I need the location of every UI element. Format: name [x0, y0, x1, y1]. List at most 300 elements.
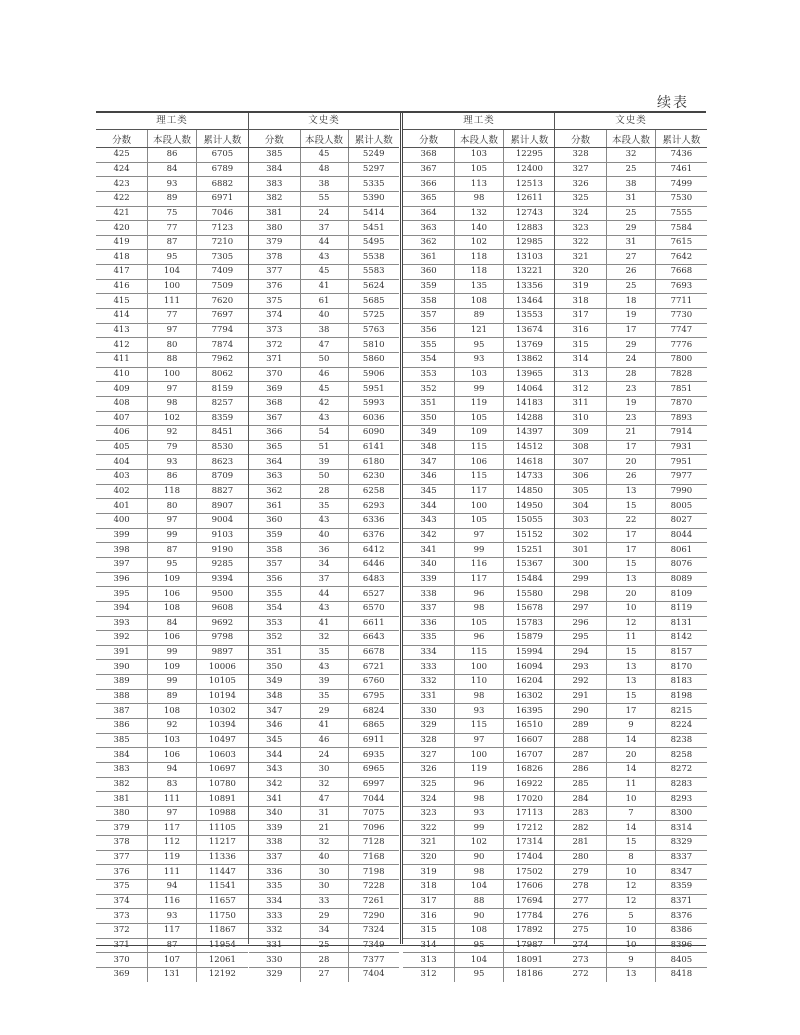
cumulative-count-cell: 17606: [503, 880, 555, 895]
table-row: [249, 499, 399, 514]
cumulative-count-cell: 17502: [503, 865, 555, 880]
segment-count-cell: 108: [455, 923, 504, 938]
score-cell: 410: [96, 367, 148, 382]
table-row: [249, 792, 399, 807]
segment-count-cell: 13: [607, 660, 656, 675]
table-row: [249, 265, 399, 280]
segment-count-cell: 117: [455, 484, 504, 499]
score-cell: 318: [555, 294, 607, 309]
col-header-segment-count: 本段人数: [148, 130, 197, 148]
cumulative-count-cell: 12295: [503, 148, 555, 163]
table-row: [403, 265, 555, 280]
score-cell: 405: [96, 440, 148, 455]
cumulative-count-cell: 15152: [503, 528, 555, 543]
segment-count-cell: 87: [148, 543, 197, 558]
cumulative-count-cell: 9500: [196, 587, 248, 602]
table-row: [555, 792, 707, 807]
table-row: [249, 806, 399, 821]
cumulative-count-cell: 15879: [503, 631, 555, 646]
segment-count-cell: 92: [148, 426, 197, 441]
score-cell: 308: [555, 440, 607, 455]
segment-count-cell: 97: [455, 528, 504, 543]
cumulative-count-cell: 8170: [655, 660, 707, 675]
section-title: 文史类: [555, 113, 707, 130]
segment-count-cell: 25: [300, 938, 348, 953]
cumulative-count-cell: 15580: [503, 587, 555, 602]
score-cell: 344: [249, 748, 300, 763]
score-cell: 371: [96, 938, 148, 953]
segment-count-cell: 106: [455, 455, 504, 470]
table-row: [403, 777, 555, 792]
cumulative-count-cell: 8359: [196, 411, 248, 426]
cumulative-count-cell: 9608: [196, 601, 248, 616]
cumulative-count-cell: 6258: [348, 484, 399, 499]
table-row: [403, 396, 555, 411]
score-cell: 415: [96, 294, 148, 309]
segment-count-cell: 115: [455, 645, 504, 660]
segment-count-cell: 27: [300, 967, 348, 981]
table-row: [96, 631, 248, 646]
table-row: [249, 748, 399, 763]
segment-count-cell: 40: [300, 528, 348, 543]
score-cell: 351: [403, 396, 455, 411]
cumulative-count-cell: 7530: [655, 191, 707, 206]
cumulative-count-cell: 6721: [348, 660, 399, 675]
segment-count-cell: 88: [148, 352, 197, 367]
score-cell: 385: [96, 733, 148, 748]
score-cell: 354: [403, 352, 455, 367]
table-row: [555, 572, 707, 587]
score-cell: 348: [249, 689, 300, 704]
score-cell: 330: [403, 704, 455, 719]
segment-count-cell: 15: [607, 645, 656, 660]
score-cell: 346: [249, 718, 300, 733]
score-cell: 372: [249, 338, 300, 353]
cumulative-count-cell: 8198: [655, 689, 707, 704]
cumulative-count-cell: 8451: [196, 426, 248, 441]
score-cell: 283: [555, 806, 607, 821]
score-cell: 292: [555, 675, 607, 690]
table-row: [96, 352, 248, 367]
score-cell: 409: [96, 382, 148, 397]
cumulative-count-cell: 8293: [655, 792, 707, 807]
score-cell: 365: [403, 191, 455, 206]
cumulative-count-cell: 5685: [348, 294, 399, 309]
cumulative-count-cell: 10497: [196, 733, 248, 748]
segment-count-cell: 26: [607, 265, 656, 280]
cumulative-count-cell: 11750: [196, 909, 248, 924]
segment-count-cell: 17: [607, 704, 656, 719]
segment-count-cell: 11: [607, 631, 656, 646]
segment-count-cell: 36: [300, 543, 348, 558]
table-row: [96, 821, 248, 836]
table-row: [403, 675, 555, 690]
score-cell: 360: [249, 514, 300, 529]
score-cell: 285: [555, 777, 607, 792]
table-row: [403, 323, 555, 338]
cumulative-count-cell: 6824: [348, 704, 399, 719]
table-row: [249, 396, 399, 411]
score-cell: 411: [96, 352, 148, 367]
table-row: [403, 148, 555, 163]
cumulative-count-cell: 7128: [348, 836, 399, 851]
table-row: [96, 748, 248, 763]
score-cell: 363: [403, 221, 455, 236]
score-cell: 368: [403, 148, 455, 163]
score-cell: 422: [96, 191, 148, 206]
segment-count-cell: 106: [148, 631, 197, 646]
table-row: [96, 836, 248, 851]
score-cell: 332: [403, 675, 455, 690]
segment-count-cell: 28: [607, 367, 656, 382]
score-cell: 368: [249, 396, 300, 411]
segment-count-cell: 23: [607, 411, 656, 426]
segment-count-cell: 17: [607, 528, 656, 543]
segment-count-cell: 41: [300, 279, 348, 294]
segment-count-cell: 105: [455, 411, 504, 426]
cumulative-count-cell: 12192: [196, 967, 248, 981]
cumulative-count-cell: 14288: [503, 411, 555, 426]
table-row: [555, 382, 707, 397]
score-cell: 319: [555, 279, 607, 294]
table-row: [403, 631, 555, 646]
segment-count-cell: 22: [607, 514, 656, 529]
table-row: [555, 499, 707, 514]
table-row: [249, 557, 399, 572]
cumulative-count-cell: 13965: [503, 367, 555, 382]
score-cell: 408: [96, 396, 148, 411]
table-row: [249, 411, 399, 426]
table-row: [555, 660, 707, 675]
segment-count-cell: 8: [607, 850, 656, 865]
segment-count-cell: 37: [300, 221, 348, 236]
cumulative-count-cell: 6971: [196, 191, 248, 206]
cumulative-count-cell: 17020: [503, 792, 555, 807]
segment-count-cell: 97: [455, 733, 504, 748]
score-cell: 304: [555, 499, 607, 514]
cumulative-count-cell: 6965: [348, 762, 399, 777]
segment-count-cell: 32: [607, 148, 656, 163]
cumulative-count-cell: 8061: [655, 543, 707, 558]
segment-count-cell: 30: [300, 880, 348, 895]
table-row: [96, 557, 248, 572]
table-row: [249, 631, 399, 646]
cumulative-count-cell: 14397: [503, 426, 555, 441]
cumulative-count-cell: 17314: [503, 836, 555, 851]
table-row: [403, 953, 555, 968]
score-cell: 301: [555, 543, 607, 558]
cumulative-count-cell: 7044: [348, 792, 399, 807]
cumulative-count-cell: 7290: [348, 909, 399, 924]
table-row: [555, 762, 707, 777]
table-row: [249, 836, 399, 851]
table-row: [249, 689, 399, 704]
cumulative-count-cell: 5335: [348, 177, 399, 192]
score-cell: 378: [249, 250, 300, 265]
score-cell: 357: [403, 309, 455, 324]
table-row: [555, 777, 707, 792]
cumulative-count-cell: 10780: [196, 777, 248, 792]
score-cell: 360: [403, 265, 455, 280]
cumulative-count-cell: 8827: [196, 484, 248, 499]
segment-count-cell: 110: [455, 675, 504, 690]
table-row: [249, 148, 399, 163]
cumulative-count-cell: 7584: [655, 221, 707, 236]
cumulative-count-cell: 6230: [348, 470, 399, 485]
segment-count-cell: 28: [300, 953, 348, 968]
table-row: [96, 177, 248, 192]
score-cell: 310: [555, 411, 607, 426]
table-row: [96, 762, 248, 777]
segment-count-cell: 12: [607, 616, 656, 631]
section-arts-left: [248, 113, 399, 980]
table-row: [555, 514, 707, 529]
score-cell: 366: [249, 426, 300, 441]
table-row: [96, 484, 248, 499]
segment-count-cell: 15: [607, 499, 656, 514]
cumulative-count-cell: 8258: [655, 748, 707, 763]
cumulative-count-cell: 9103: [196, 528, 248, 543]
cumulative-count-cell: 6180: [348, 455, 399, 470]
score-cell: 377: [249, 265, 300, 280]
segment-count-cell: 20: [607, 455, 656, 470]
cumulative-count-cell: 13221: [503, 265, 555, 280]
score-cell: 364: [249, 455, 300, 470]
table-row: [403, 850, 555, 865]
score-cell: 374: [249, 309, 300, 324]
score-cell: 350: [249, 660, 300, 675]
table-row: [249, 250, 399, 265]
segment-count-cell: 118: [148, 484, 197, 499]
table-row: [96, 499, 248, 514]
segment-count-cell: 103: [148, 733, 197, 748]
table-row: [555, 909, 707, 924]
table-row: [555, 557, 707, 572]
table-row: [249, 850, 399, 865]
segment-count-cell: 17: [607, 543, 656, 558]
cumulative-count-cell: 16302: [503, 689, 555, 704]
cumulative-count-cell: 8062: [196, 367, 248, 382]
table-row: [403, 338, 555, 353]
score-cell: 334: [403, 645, 455, 660]
cumulative-count-cell: 7776: [655, 338, 707, 353]
segment-count-cell: 109: [148, 660, 197, 675]
cumulative-count-cell: 6446: [348, 557, 399, 572]
segment-count-cell: 100: [148, 367, 197, 382]
table-row: [403, 309, 555, 324]
score-cell: 335: [403, 631, 455, 646]
table-row: [249, 177, 399, 192]
segment-count-cell: 43: [300, 601, 348, 616]
score-cell: 340: [249, 806, 300, 821]
table-row: [555, 338, 707, 353]
score-cell: 280: [555, 850, 607, 865]
segment-count-cell: 100: [455, 748, 504, 763]
score-cell: 357: [249, 557, 300, 572]
score-cell: 420: [96, 221, 148, 236]
score-cell: 394: [96, 601, 148, 616]
cumulative-count-cell: 5297: [348, 162, 399, 177]
segment-count-cell: 98: [455, 191, 504, 206]
table-row: [96, 850, 248, 865]
table-row: [249, 382, 399, 397]
cumulative-count-cell: 7349: [348, 938, 399, 953]
score-cell: 424: [96, 162, 148, 177]
cumulative-count-cell: 16826: [503, 762, 555, 777]
score-cell: 416: [96, 279, 148, 294]
cumulative-count-cell: 11447: [196, 865, 248, 880]
segment-count-cell: 131: [148, 967, 197, 981]
score-cell: 351: [249, 645, 300, 660]
table-row: [403, 440, 555, 455]
score-cell: 367: [249, 411, 300, 426]
segment-count-cell: 87: [148, 235, 197, 250]
cumulative-count-cell: 8337: [655, 850, 707, 865]
table-row: [96, 543, 248, 558]
cumulative-count-cell: 8215: [655, 704, 707, 719]
segment-count-cell: 54: [300, 426, 348, 441]
table-row: [96, 148, 248, 163]
segment-count-cell: 43: [300, 411, 348, 426]
segment-count-cell: 20: [607, 748, 656, 763]
table-row: [249, 221, 399, 236]
table-row: [249, 821, 399, 836]
table-row: [249, 279, 399, 294]
score-cell: 332: [249, 923, 300, 938]
cumulative-count-cell: 10988: [196, 806, 248, 821]
segment-count-cell: 96: [455, 587, 504, 602]
table-row: [403, 806, 555, 821]
score-cell: 407: [96, 411, 148, 426]
table-row: [96, 309, 248, 324]
cumulative-count-cell: 7893: [655, 411, 707, 426]
cumulative-count-cell: 7951: [655, 455, 707, 470]
cumulative-count-cell: 12985: [503, 235, 555, 250]
table-row: [96, 923, 248, 938]
table-row: [96, 953, 248, 968]
score-cell: 346: [403, 470, 455, 485]
table-row: [555, 411, 707, 426]
score-cell: 311: [555, 396, 607, 411]
cumulative-count-cell: 7931: [655, 440, 707, 455]
section-table: [403, 130, 555, 982]
score-cell: 398: [96, 543, 148, 558]
segment-count-cell: 11: [607, 777, 656, 792]
segment-count-cell: 30: [300, 762, 348, 777]
segment-count-cell: 111: [148, 865, 197, 880]
table-row: [249, 528, 399, 543]
score-cell: 321: [555, 250, 607, 265]
table-row: [249, 426, 399, 441]
score-cell: 381: [249, 206, 300, 221]
segment-count-cell: 95: [455, 338, 504, 353]
segment-count-cell: 109: [148, 572, 197, 587]
cumulative-count-cell: 12513: [503, 177, 555, 192]
score-cell: 370: [249, 367, 300, 382]
cumulative-count-cell: 7324: [348, 923, 399, 938]
cumulative-count-cell: 6795: [348, 689, 399, 704]
segment-count-cell: 105: [455, 616, 504, 631]
cumulative-count-cell: 15367: [503, 557, 555, 572]
segment-count-cell: 119: [148, 850, 197, 865]
cumulative-count-cell: 6527: [348, 587, 399, 602]
cumulative-count-cell: 6865: [348, 718, 399, 733]
score-cell: 275: [555, 923, 607, 938]
cumulative-count-cell: 16395: [503, 704, 555, 719]
segment-count-cell: 27: [607, 250, 656, 265]
segment-count-cell: 98: [455, 865, 504, 880]
cumulative-count-cell: 6882: [196, 177, 248, 192]
cumulative-count-cell: 14183: [503, 396, 555, 411]
header-row: [249, 130, 399, 148]
segment-count-cell: 105: [455, 514, 504, 529]
segment-count-cell: 10: [607, 938, 656, 953]
table-row: [96, 572, 248, 587]
cumulative-count-cell: 16922: [503, 777, 555, 792]
segment-count-cell: 13: [607, 675, 656, 690]
segment-count-cell: 100: [455, 660, 504, 675]
table-row: [403, 616, 555, 631]
table-row: [403, 967, 555, 981]
cumulative-count-cell: 6760: [348, 675, 399, 690]
table-row: [403, 162, 555, 177]
table-row: [403, 557, 555, 572]
score-cell: 343: [249, 762, 300, 777]
score-cell: 413: [96, 323, 148, 338]
cumulative-count-cell: 8530: [196, 440, 248, 455]
score-cell: 341: [403, 543, 455, 558]
score-cell: 331: [403, 689, 455, 704]
score-cell: 326: [403, 762, 455, 777]
segment-count-cell: 32: [300, 836, 348, 851]
cumulative-count-cell: 6997: [348, 777, 399, 792]
score-cell: 342: [249, 777, 300, 792]
cumulative-count-cell: 7711: [655, 294, 707, 309]
score-cell: 313: [555, 367, 607, 382]
table-row: [555, 279, 707, 294]
table-row: [96, 455, 248, 470]
table-row: [96, 396, 248, 411]
segment-count-cell: 77: [148, 221, 197, 236]
cumulative-count-cell: 15994: [503, 645, 555, 660]
cumulative-count-cell: 17404: [503, 850, 555, 865]
cumulative-count-cell: 9394: [196, 572, 248, 587]
cumulative-count-cell: 5414: [348, 206, 399, 221]
score-cell: 307: [555, 455, 607, 470]
cumulative-count-cell: 7620: [196, 294, 248, 309]
cumulative-count-cell: 7977: [655, 470, 707, 485]
segment-count-cell: 118: [455, 265, 504, 280]
cumulative-count-cell: 6911: [348, 733, 399, 748]
cumulative-count-cell: 8359: [655, 880, 707, 895]
cumulative-count-cell: 12883: [503, 221, 555, 236]
table-row: [96, 909, 248, 924]
table-row: [249, 235, 399, 250]
cumulative-count-cell: 8183: [655, 675, 707, 690]
score-cell: 293: [555, 660, 607, 675]
table-row: [96, 221, 248, 236]
score-cell: 383: [96, 762, 148, 777]
score-cell: 388: [96, 689, 148, 704]
segment-count-cell: 29: [300, 909, 348, 924]
table-row: [249, 645, 399, 660]
segment-count-cell: 104: [148, 265, 197, 280]
cumulative-count-cell: 15678: [503, 601, 555, 616]
segment-count-cell: 50: [300, 470, 348, 485]
segment-count-cell: 117: [148, 821, 197, 836]
cumulative-count-cell: 7228: [348, 880, 399, 895]
segment-count-cell: 43: [300, 660, 348, 675]
